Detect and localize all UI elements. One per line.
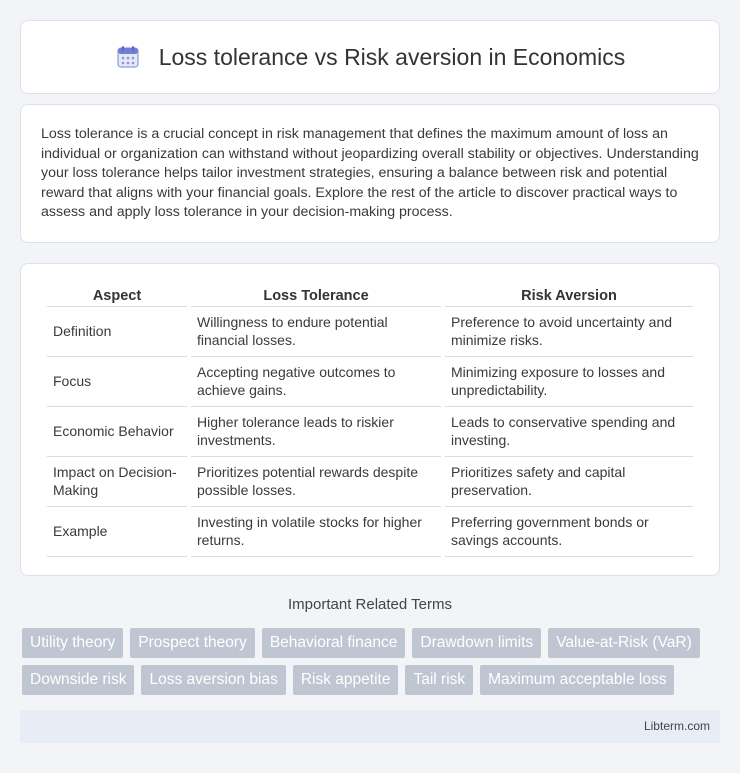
tag-loss-aversion-bias[interactable]: Loss aversion bias — [141, 665, 285, 695]
table-row — [47, 357, 693, 407]
header-loss-tolerance: Loss Tolerance — [191, 284, 441, 307]
cell-aspect: Focus — [47, 357, 187, 407]
calendar-icon — [115, 44, 141, 70]
table-header-row — [47, 284, 693, 307]
cell-aspect: Example — [47, 507, 187, 557]
comparison-table — [43, 284, 697, 557]
header-risk-aversion: Risk Aversion — [445, 284, 693, 307]
table-row — [47, 457, 693, 507]
footer-brand-link[interactable]: Libterm.com — [643, 719, 710, 733]
table-row — [47, 507, 693, 557]
cell-loss-tolerance: Willingness to endure potential financial losses. — [191, 307, 441, 357]
tag-value-at-risk[interactable]: Value-at-Risk (VaR) — [548, 628, 700, 658]
cell-loss-tolerance: Higher tolerance leads to riskier investments. — [191, 407, 441, 457]
tag-row — [22, 665, 722, 695]
tag-behavioral-finance[interactable]: Behavioral finance — [262, 628, 406, 658]
cell-loss-tolerance: Investing in volatile stocks for higher returns. — [191, 507, 441, 557]
table-row — [47, 307, 693, 357]
related-terms-title: Important Related Terms — [288, 596, 452, 613]
cell-aspect: Impact on Decision-Making — [47, 457, 187, 507]
tag-risk-appetite[interactable]: Risk appetite — [293, 665, 399, 695]
tag-prospect-theory[interactable]: Prospect theory — [130, 628, 255, 658]
cell-aspect: Economic Behavior — [47, 407, 187, 457]
header-card — [20, 20, 720, 94]
cell-risk-aversion: Preference to avoid uncertainty and minimize risks. — [445, 307, 693, 357]
cell-aspect: Definition — [47, 307, 187, 357]
page-title: Loss tolerance vs Risk aversion in Economics — [158, 43, 626, 70]
intro-card — [20, 104, 720, 243]
comparison-table-card — [20, 263, 720, 576]
cell-risk-aversion: Prioritizes safety and capital preservation. — [445, 457, 693, 507]
header-aspect: Aspect — [47, 284, 187, 307]
tag-utility-theory[interactable]: Utility theory — [22, 628, 123, 658]
table-row — [47, 407, 693, 457]
tag-downside-risk[interactable]: Downside risk — [22, 665, 134, 695]
tag-row — [22, 628, 722, 658]
cell-loss-tolerance: Accepting negative outcomes to achieve gains. — [191, 357, 441, 407]
tag-drawdown-limits[interactable]: Drawdown limits — [412, 628, 541, 658]
cell-risk-aversion: Minimizing exposure to losses and unpredictability. — [445, 357, 693, 407]
cell-loss-tolerance: Prioritizes potential rewards despite possible losses. — [191, 457, 441, 507]
cell-risk-aversion: Leads to conservative spending and investing. — [445, 407, 693, 457]
tag-maximum-acceptable-loss[interactable]: Maximum acceptable loss — [480, 665, 674, 695]
footer — [20, 710, 720, 743]
related-terms-tags — [22, 628, 722, 702]
tag-tail-risk[interactable]: Tail risk — [405, 665, 473, 695]
title-wrap — [115, 44, 626, 71]
cell-risk-aversion: Preferring government bonds or savings accounts. — [445, 507, 693, 557]
intro-paragraph: Loss tolerance is a crucial concept in risk management that defines the maximum amount of loss an individual or organization can withstand without jeopardizing overall stability or objectives. Understanding your loss tolerance helps tailor investment strategies, ensuring a balance between risk and potential reward that aligns with your financial goals. Explore the rest of the article to discover practical ways to assess and apply loss tolerance in your decision-making process. — [41, 126, 699, 221]
